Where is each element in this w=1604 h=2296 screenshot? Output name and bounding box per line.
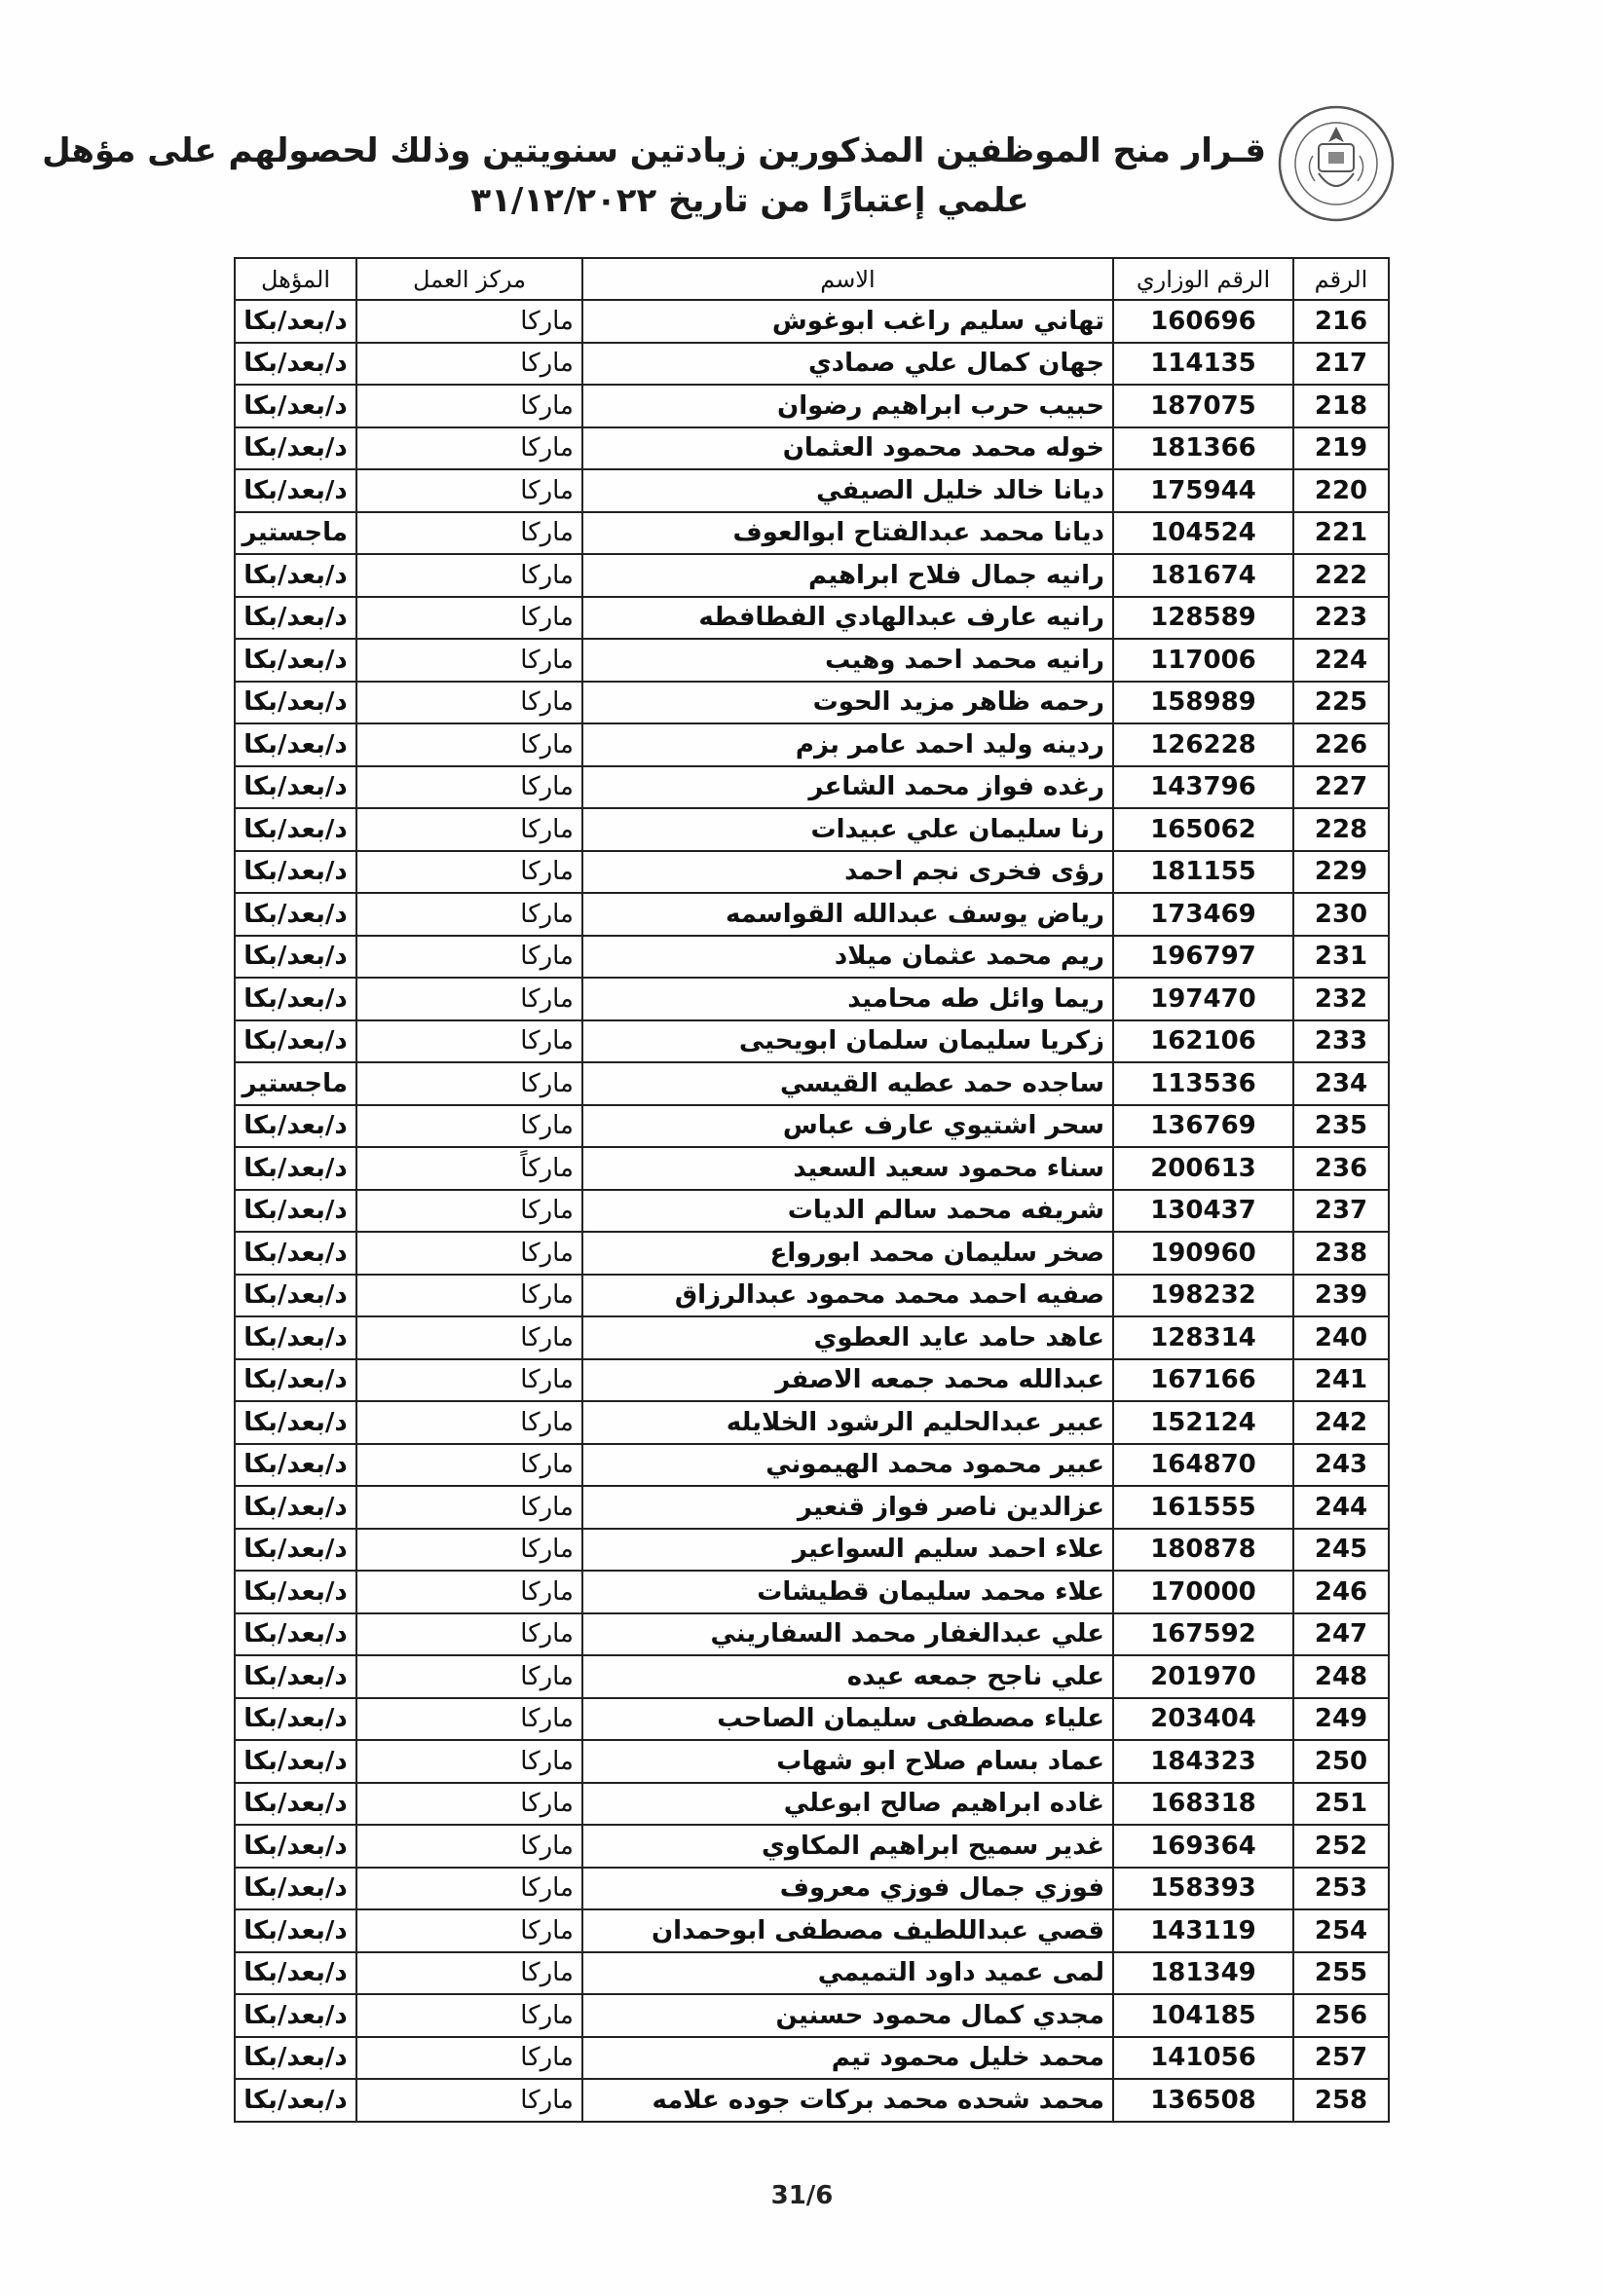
cell-name: سحر اشتيوي عارف عباس bbox=[582, 1105, 1113, 1148]
cell-work-center: ماركاً bbox=[356, 1147, 582, 1190]
table-row bbox=[235, 597, 1389, 640]
cell-ministry-id: 203404 bbox=[1113, 1698, 1293, 1741]
cell-ministry-id: 169364 bbox=[1113, 1825, 1293, 1868]
cell-no: 230 bbox=[1293, 893, 1389, 936]
cell-ministry-id: 190960 bbox=[1113, 1232, 1293, 1275]
cell-no: 219 bbox=[1293, 427, 1389, 470]
cell-no: 235 bbox=[1293, 1105, 1389, 1148]
cell-work-center: ماركا bbox=[356, 427, 582, 470]
table-row bbox=[235, 2037, 1389, 2080]
cell-ministry-id: 165062 bbox=[1113, 808, 1293, 851]
cell-ministry-id: 104185 bbox=[1113, 1994, 1293, 2037]
cell-no: 224 bbox=[1293, 639, 1389, 682]
cell-work-center: ماركا bbox=[356, 2037, 582, 2080]
table-row bbox=[235, 851, 1389, 894]
cell-qualification: د/بعد/بكا bbox=[235, 1105, 356, 1148]
cell-no: 222 bbox=[1293, 554, 1389, 597]
cell-qualification: د/بعد/بكا bbox=[235, 1401, 356, 1444]
cell-qualification: د/بعد/بكا bbox=[235, 1909, 356, 1952]
cell-work-center: ماركا bbox=[356, 1275, 582, 1317]
cell-work-center: ماركا bbox=[356, 597, 582, 640]
cell-name: رانيه عارف عبدالهادي الفطافطه bbox=[582, 597, 1113, 640]
cell-work-center: ماركا bbox=[356, 851, 582, 894]
cell-work-center: ماركا bbox=[356, 1994, 582, 2037]
cell-ministry-id: 181349 bbox=[1113, 1952, 1293, 1995]
cell-name: عزالدين ناصر فواز قنعير bbox=[582, 1486, 1113, 1529]
cell-name: مجدي كمال محمود حسنين bbox=[582, 1994, 1113, 2037]
cell-no: 243 bbox=[1293, 1444, 1389, 1487]
table-row bbox=[235, 300, 1389, 343]
cell-qualification: د/بعد/بكا bbox=[235, 851, 356, 894]
cell-work-center: ماركا bbox=[356, 300, 582, 343]
cell-name: جهان كمال علي صمادي bbox=[582, 343, 1113, 386]
cell-work-center: ماركا bbox=[356, 343, 582, 386]
cell-qualification: د/بعد/بكا bbox=[235, 1275, 356, 1317]
cell-name: ردينه وليد احمد عامر بزم bbox=[582, 723, 1113, 766]
cell-work-center: ماركا bbox=[356, 1952, 582, 1995]
cell-name: علي عبدالغفار محمد السفاريني bbox=[582, 1613, 1113, 1656]
cell-qualification: د/بعد/بكا bbox=[235, 1232, 356, 1275]
table-row bbox=[235, 936, 1389, 979]
cell-no: 239 bbox=[1293, 1275, 1389, 1317]
table-row bbox=[235, 1359, 1389, 1402]
cell-work-center: ماركا bbox=[356, 1232, 582, 1275]
cell-work-center: ماركا bbox=[356, 1359, 582, 1402]
cell-work-center: ماركا bbox=[356, 682, 582, 724]
cell-ministry-id: 175944 bbox=[1113, 469, 1293, 512]
cell-no: 249 bbox=[1293, 1698, 1389, 1741]
cell-ministry-id: 181674 bbox=[1113, 554, 1293, 597]
cell-name: عاهد حامد عايد العطوي bbox=[582, 1316, 1113, 1359]
header-qualification: المؤهل bbox=[235, 258, 356, 300]
cell-no: 254 bbox=[1293, 1909, 1389, 1952]
cell-qualification: د/بعد/بكا bbox=[235, 1486, 356, 1529]
employees-table bbox=[234, 257, 1390, 2123]
cell-no: 228 bbox=[1293, 808, 1389, 851]
cell-qualification: د/بعد/بكا bbox=[235, 1571, 356, 1613]
cell-qualification: د/بعد/بكا bbox=[235, 597, 356, 640]
cell-work-center: ماركا bbox=[356, 1740, 582, 1783]
table-row bbox=[235, 1952, 1389, 1995]
table-row bbox=[235, 1105, 1389, 1148]
cell-no: 217 bbox=[1293, 343, 1389, 386]
cell-qualification: د/بعد/بكا bbox=[235, 554, 356, 597]
cell-ministry-id: 167166 bbox=[1113, 1359, 1293, 1402]
cell-qualification: د/بعد/بكا bbox=[235, 1444, 356, 1487]
table-row bbox=[235, 682, 1389, 724]
cell-qualification: د/بعد/بكا bbox=[235, 300, 356, 343]
cell-no: 241 bbox=[1293, 1359, 1389, 1402]
cell-qualification: د/بعد/بكا bbox=[235, 1994, 356, 2037]
cell-ministry-id: 167592 bbox=[1113, 1613, 1293, 1656]
cell-no: 240 bbox=[1293, 1316, 1389, 1359]
cell-ministry-id: 117006 bbox=[1113, 639, 1293, 682]
cell-work-center: ماركا bbox=[356, 1698, 582, 1741]
cell-name: سناء محمود سعيد السعيد bbox=[582, 1147, 1113, 1190]
cell-work-center: ماركا bbox=[356, 1868, 582, 1910]
cell-no: 225 bbox=[1293, 682, 1389, 724]
cell-name: صفيه احمد محمد محمود عبدالرزاق bbox=[582, 1275, 1113, 1317]
cell-no: 245 bbox=[1293, 1529, 1389, 1572]
cell-name: رؤى فخرى نجم احمد bbox=[582, 851, 1113, 894]
cell-ministry-id: 197470 bbox=[1113, 978, 1293, 1020]
cell-ministry-id: 168318 bbox=[1113, 1783, 1293, 1826]
cell-ministry-id: 200613 bbox=[1113, 1147, 1293, 1190]
cell-ministry-id: 162106 bbox=[1113, 1020, 1293, 1063]
cell-qualification: د/بعد/بكا bbox=[235, 682, 356, 724]
table-row bbox=[235, 893, 1389, 936]
table-row bbox=[235, 766, 1389, 809]
cell-work-center: ماركا bbox=[356, 766, 582, 809]
cell-ministry-id: 184323 bbox=[1113, 1740, 1293, 1783]
cell-qualification: د/بعد/بكا bbox=[235, 1613, 356, 1656]
cell-work-center: ماركا bbox=[356, 512, 582, 555]
cell-name: حبيب حرب ابراهيم رضوان bbox=[582, 385, 1113, 427]
cell-work-center: ماركا bbox=[356, 1613, 582, 1656]
cell-name: قصي عبداللطيف مصطفى ابوحمدان bbox=[582, 1909, 1113, 1952]
cell-ministry-id: 181366 bbox=[1113, 427, 1293, 470]
table-row bbox=[235, 1698, 1389, 1741]
cell-qualification: د/بعد/بكا bbox=[235, 1190, 356, 1233]
cell-name: عبدالله محمد جمعه الاصفر bbox=[582, 1359, 1113, 1402]
table-row bbox=[235, 808, 1389, 851]
cell-ministry-id: 173469 bbox=[1113, 893, 1293, 936]
cell-ministry-id: 201970 bbox=[1113, 1655, 1293, 1698]
cell-qualification: د/بعد/بكا bbox=[235, 1529, 356, 1572]
cell-no: 226 bbox=[1293, 723, 1389, 766]
cell-name: ديانا محمد عبدالفتاح ابوالعوف bbox=[582, 512, 1113, 555]
cell-name: خوله محمد محمود العثمان bbox=[582, 427, 1113, 470]
table-row bbox=[235, 1486, 1389, 1529]
cell-work-center: ماركا bbox=[356, 1020, 582, 1063]
cell-work-center: ماركا bbox=[356, 385, 582, 427]
cell-no: 238 bbox=[1293, 1232, 1389, 1275]
cell-work-center: ماركا bbox=[356, 936, 582, 979]
table-row bbox=[235, 1571, 1389, 1613]
cell-work-center: ماركا bbox=[356, 469, 582, 512]
cell-name: علاء محمد سليمان قطيشات bbox=[582, 1571, 1113, 1613]
cell-no: 216 bbox=[1293, 300, 1389, 343]
table-row bbox=[235, 469, 1389, 512]
cell-name: رياض يوسف عبدالله القواسمه bbox=[582, 893, 1113, 936]
cell-ministry-id: 126228 bbox=[1113, 723, 1293, 766]
cell-ministry-id: 164870 bbox=[1113, 1444, 1293, 1487]
cell-ministry-id: 113536 bbox=[1113, 1062, 1293, 1105]
cell-ministry-id: 158393 bbox=[1113, 1868, 1293, 1910]
cell-work-center: ماركا bbox=[356, 1105, 582, 1148]
table-row bbox=[235, 1825, 1389, 1868]
header-no: الرقم bbox=[1293, 258, 1389, 300]
cell-name: لمى عميد داود التميمي bbox=[582, 1952, 1113, 1995]
cell-qualification: د/بعد/بكا bbox=[235, 1147, 356, 1190]
cell-ministry-id: 143119 bbox=[1113, 1909, 1293, 1952]
cell-no: 253 bbox=[1293, 1868, 1389, 1910]
cell-qualification: د/بعد/بكا bbox=[235, 766, 356, 809]
cell-work-center: ماركا bbox=[356, 1444, 582, 1487]
table-row bbox=[235, 1613, 1389, 1656]
table-row bbox=[235, 1147, 1389, 1190]
cell-qualification: د/بعد/بكا bbox=[235, 427, 356, 470]
cell-no: 242 bbox=[1293, 1401, 1389, 1444]
cell-work-center: ماركا bbox=[356, 1401, 582, 1444]
cell-ministry-id: 136508 bbox=[1113, 2079, 1293, 2122]
cell-work-center: ماركا bbox=[356, 1062, 582, 1105]
table-row bbox=[235, 2079, 1389, 2122]
cell-no: 257 bbox=[1293, 2037, 1389, 2080]
table-row bbox=[235, 1444, 1389, 1487]
cell-no: 252 bbox=[1293, 1825, 1389, 1868]
table-row bbox=[235, 1316, 1389, 1359]
cell-no: 251 bbox=[1293, 1783, 1389, 1826]
cell-qualification: د/بعد/بكا bbox=[235, 893, 356, 936]
cell-work-center: ماركا bbox=[356, 639, 582, 682]
cell-no: 256 bbox=[1293, 1994, 1389, 2037]
cell-name: محمد خليل محمود تيم bbox=[582, 2037, 1113, 2080]
header-name: الاسم bbox=[582, 258, 1113, 300]
table-row bbox=[235, 1401, 1389, 1444]
cell-name: محمد شحده محمد بركات جوده علامه bbox=[582, 2079, 1113, 2122]
cell-ministry-id: 128314 bbox=[1113, 1316, 1293, 1359]
cell-no: 234 bbox=[1293, 1062, 1389, 1105]
cell-qualification: د/بعد/بكا bbox=[235, 343, 356, 386]
cell-name: عبير عبدالحليم الرشود الخلايله bbox=[582, 1401, 1113, 1444]
cell-ministry-id: 130437 bbox=[1113, 1190, 1293, 1233]
cell-no: 232 bbox=[1293, 978, 1389, 1020]
cell-qualification: د/بعد/بكا bbox=[235, 1783, 356, 1826]
cell-work-center: ماركا bbox=[356, 2079, 582, 2122]
table-row bbox=[235, 639, 1389, 682]
table-row bbox=[235, 343, 1389, 386]
table-row bbox=[235, 1655, 1389, 1698]
cell-ministry-id: 128589 bbox=[1113, 597, 1293, 640]
cell-name: غاده ابراهيم صالح ابوعلي bbox=[582, 1783, 1113, 1826]
cell-name: فوزي جمال فوزي معروف bbox=[582, 1868, 1113, 1910]
cell-name: رانيه محمد احمد وهيب bbox=[582, 639, 1113, 682]
cell-no: 236 bbox=[1293, 1147, 1389, 1190]
cell-qualification: د/بعد/بكا bbox=[235, 1740, 356, 1783]
cell-work-center: ماركا bbox=[356, 554, 582, 597]
table-row bbox=[235, 1529, 1389, 1572]
table-row bbox=[235, 1909, 1389, 1952]
cell-name: رغده فواز محمد الشاعر bbox=[582, 766, 1113, 809]
table-row bbox=[235, 1232, 1389, 1275]
cell-ministry-id: 181155 bbox=[1113, 851, 1293, 894]
page-number: 31/6 bbox=[770, 2181, 834, 2210]
cell-name: رانيه جمال فلاح ابراهيم bbox=[582, 554, 1113, 597]
cell-qualification: ماجستير bbox=[235, 1062, 356, 1105]
cell-ministry-id: 114135 bbox=[1113, 343, 1293, 386]
table-row bbox=[235, 1190, 1389, 1233]
table-row bbox=[235, 427, 1389, 470]
table-row bbox=[235, 1275, 1389, 1317]
header-work-center: مركز العمل bbox=[356, 258, 582, 300]
cell-name: علياء مصطفى سليمان الصاحب bbox=[582, 1698, 1113, 1741]
cell-qualification: د/بعد/بكا bbox=[235, 1825, 356, 1868]
table-row bbox=[235, 512, 1389, 555]
cell-ministry-id: 160696 bbox=[1113, 300, 1293, 343]
cell-work-center: ماركا bbox=[356, 1529, 582, 1572]
cell-qualification: د/بعد/بكا bbox=[235, 639, 356, 682]
cell-work-center: ماركا bbox=[356, 1825, 582, 1868]
cell-work-center: ماركا bbox=[356, 808, 582, 851]
cell-name: عماد بسام صلاح ابو شهاب bbox=[582, 1740, 1113, 1783]
cell-name: علي ناجح جمعه عيده bbox=[582, 1655, 1113, 1698]
cell-name: ديانا خالد خليل الصيفي bbox=[582, 469, 1113, 512]
cell-ministry-id: 198232 bbox=[1113, 1275, 1293, 1317]
table-row bbox=[235, 554, 1389, 597]
ministry-seal-icon bbox=[1276, 97, 1398, 234]
table-row bbox=[235, 978, 1389, 1020]
header-ministry-id: الرقم الوزاري bbox=[1113, 258, 1293, 300]
cell-no: 244 bbox=[1293, 1486, 1389, 1529]
document-title-line-2: علمي إعتبارًا من تاريخ ٣١/١٢/٢٠٢٢ bbox=[470, 181, 1029, 220]
cell-work-center: ماركا bbox=[356, 723, 582, 766]
cell-work-center: ماركا bbox=[356, 1655, 582, 1698]
cell-qualification: د/بعد/بكا bbox=[235, 936, 356, 979]
cell-qualification: د/بعد/بكا bbox=[235, 1655, 356, 1698]
cell-qualification: د/بعد/بكا bbox=[235, 2079, 356, 2122]
cell-ministry-id: 187075 bbox=[1113, 385, 1293, 427]
cell-no: 221 bbox=[1293, 512, 1389, 555]
table-row bbox=[235, 1994, 1389, 2037]
cell-ministry-id: 152124 bbox=[1113, 1401, 1293, 1444]
cell-name: شريفه محمد سالم الديات bbox=[582, 1190, 1113, 1233]
cell-qualification: د/بعد/بكا bbox=[235, 978, 356, 1020]
cell-name: رنا سليمان علي عبيدات bbox=[582, 808, 1113, 851]
cell-ministry-id: 158989 bbox=[1113, 682, 1293, 724]
cell-ministry-id: 104524 bbox=[1113, 512, 1293, 555]
table-row bbox=[235, 1020, 1389, 1063]
cell-name: تهاني سليم راغب ابوغوش bbox=[582, 300, 1113, 343]
cell-qualification: د/بعد/بكا bbox=[235, 1868, 356, 1910]
cell-qualification: د/بعد/بكا bbox=[235, 2037, 356, 2080]
cell-name: ريم محمد عثمان ميلاد bbox=[582, 936, 1113, 979]
cell-ministry-id: 196797 bbox=[1113, 936, 1293, 979]
cell-ministry-id: 143796 bbox=[1113, 766, 1293, 809]
cell-ministry-id: 180878 bbox=[1113, 1529, 1293, 1572]
cell-ministry-id: 170000 bbox=[1113, 1571, 1293, 1613]
cell-work-center: ماركا bbox=[356, 893, 582, 936]
cell-qualification: د/بعد/بكا bbox=[235, 1698, 356, 1741]
cell-name: عبير محمود محمد الهيموني bbox=[582, 1444, 1113, 1487]
cell-no: 229 bbox=[1293, 851, 1389, 894]
cell-work-center: ماركا bbox=[356, 1190, 582, 1233]
cell-ministry-id: 141056 bbox=[1113, 2037, 1293, 2080]
cell-work-center: ماركا bbox=[356, 1571, 582, 1613]
cell-name: صخر سليمان محمد ابورواع bbox=[582, 1232, 1113, 1275]
table-row bbox=[235, 1783, 1389, 1826]
cell-ministry-id: 136769 bbox=[1113, 1105, 1293, 1148]
cell-name: غدير سميح ابراهيم المكاوي bbox=[582, 1825, 1113, 1868]
cell-work-center: ماركا bbox=[356, 1316, 582, 1359]
cell-no: 258 bbox=[1293, 2079, 1389, 2122]
cell-no: 233 bbox=[1293, 1020, 1389, 1063]
cell-no: 247 bbox=[1293, 1613, 1389, 1656]
cell-name: زكريا سليمان سلمان ابويحيى bbox=[582, 1020, 1113, 1063]
cell-name: علاء احمد سليم السواعير bbox=[582, 1529, 1113, 1572]
table-header-row bbox=[235, 258, 1389, 300]
cell-qualification: د/بعد/بكا bbox=[235, 385, 356, 427]
cell-qualification: د/بعد/بكا bbox=[235, 1952, 356, 1995]
cell-work-center: ماركا bbox=[356, 1909, 582, 1952]
cell-qualification: ماجستير bbox=[235, 512, 356, 555]
cell-no: 218 bbox=[1293, 385, 1389, 427]
cell-no: 227 bbox=[1293, 766, 1389, 809]
cell-ministry-id: 161555 bbox=[1113, 1486, 1293, 1529]
cell-qualification: د/بعد/بكا bbox=[235, 1359, 356, 1402]
cell-no: 248 bbox=[1293, 1655, 1389, 1698]
cell-no: 231 bbox=[1293, 936, 1389, 979]
cell-work-center: ماركا bbox=[356, 1486, 582, 1529]
cell-qualification: د/بعد/بكا bbox=[235, 1316, 356, 1359]
cell-no: 220 bbox=[1293, 469, 1389, 512]
cell-qualification: د/بعد/بكا bbox=[235, 723, 356, 766]
cell-work-center: ماركا bbox=[356, 1783, 582, 1826]
cell-qualification: د/بعد/بكا bbox=[235, 1020, 356, 1063]
table-row bbox=[235, 1868, 1389, 1910]
cell-work-center: ماركا bbox=[356, 978, 582, 1020]
table-row bbox=[235, 723, 1389, 766]
cell-no: 237 bbox=[1293, 1190, 1389, 1233]
cell-qualification: د/بعد/بكا bbox=[235, 808, 356, 851]
cell-name: ريما وائل طه محاميد bbox=[582, 978, 1113, 1020]
document-title-line-1: قـرار منح الموظفين المذكورين زيادتين سنويتين وذلك لحصولهم على مؤهل bbox=[42, 131, 1266, 170]
cell-no: 223 bbox=[1293, 597, 1389, 640]
cell-no: 255 bbox=[1293, 1952, 1389, 1995]
table-row bbox=[235, 1062, 1389, 1105]
table-row bbox=[235, 1740, 1389, 1783]
cell-name: ساجده حمد عطيه القيسي bbox=[582, 1062, 1113, 1105]
cell-no: 246 bbox=[1293, 1571, 1389, 1613]
table-row bbox=[235, 385, 1389, 427]
cell-no: 250 bbox=[1293, 1740, 1389, 1783]
cell-qualification: د/بعد/بكا bbox=[235, 469, 356, 512]
cell-name: رحمه ظاهر مزيد الحوت bbox=[582, 682, 1113, 724]
